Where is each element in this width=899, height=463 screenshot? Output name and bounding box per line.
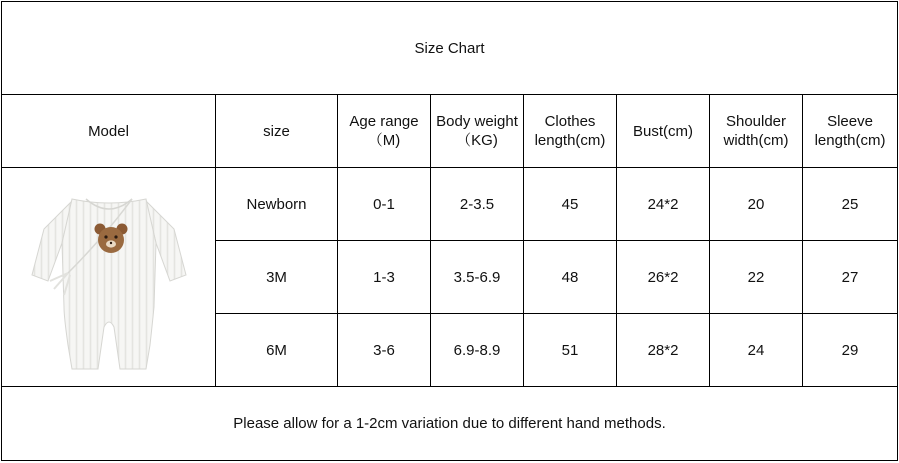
- variation-note: Please allow for a 1-2cm variation due to different hand methods.: [2, 387, 898, 461]
- size-chart-table: [1, 1, 898, 461]
- cell-body-weight: 6.9-8.9: [431, 314, 524, 387]
- cell-age-range: 1-3: [338, 241, 431, 314]
- cell-sleeve-length: 27: [803, 241, 898, 314]
- chart-title: Size Chart: [2, 2, 898, 95]
- header-age-range: [338, 95, 431, 168]
- baby-romper-icon: [24, 177, 194, 377]
- header-body-weight-line1: Body weight: [436, 113, 518, 130]
- cell-size: 3M: [216, 241, 338, 314]
- product-image-cell: [2, 168, 216, 387]
- header-body-weight: [431, 95, 524, 168]
- header-model: [2, 95, 216, 168]
- header-body-weight-line2: （KG): [456, 132, 498, 149]
- cell-age-range: 0-1: [338, 168, 431, 241]
- cell-body-weight: 2-3.5: [431, 168, 524, 241]
- header-model-label: Model: [88, 122, 129, 140]
- header-size-label: size: [263, 122, 290, 140]
- header-shoulder-width: [710, 95, 803, 168]
- header-age-range-line2: （M): [367, 132, 401, 149]
- header-sleeve-length: [803, 95, 898, 168]
- cell-bust: 24*2: [617, 168, 710, 241]
- header-sleeve-length-line2: length(cm): [814, 132, 886, 149]
- cell-clothes-length: 51: [524, 314, 617, 387]
- cell-shoulder-width: 24: [710, 314, 803, 387]
- header-clothes-length-line1: Clothes: [544, 113, 596, 130]
- header-clothes-length: [524, 95, 617, 168]
- cell-shoulder-width: 20: [710, 168, 803, 241]
- cell-size: 6M: [216, 314, 338, 387]
- cell-bust: 28*2: [617, 314, 710, 387]
- header-size: [216, 95, 338, 168]
- header-bust-label: Bust(cm): [633, 122, 693, 140]
- cell-bust: 26*2: [617, 241, 710, 314]
- cell-size: Newborn: [216, 168, 338, 241]
- cell-clothes-length: 45: [524, 168, 617, 241]
- header-shoulder-width-line1: Shoulder: [725, 113, 787, 130]
- cell-sleeve-length: 29: [803, 314, 898, 387]
- cell-sleeve-length: 25: [803, 168, 898, 241]
- table-row: [2, 168, 898, 241]
- header-row: [2, 95, 898, 168]
- header-age-range-line1: Age range: [349, 113, 419, 130]
- cell-age-range: 3-6: [338, 314, 431, 387]
- header-sleeve-length-line1: Sleeve: [827, 113, 873, 130]
- header-shoulder-width-line2: width(cm): [723, 132, 789, 149]
- cell-body-weight: 3.5-6.9: [431, 241, 524, 314]
- cell-shoulder-width: 22: [710, 241, 803, 314]
- header-bust: [617, 95, 710, 168]
- cell-clothes-length: 48: [524, 241, 617, 314]
- header-clothes-length-line2: length(cm): [534, 132, 606, 149]
